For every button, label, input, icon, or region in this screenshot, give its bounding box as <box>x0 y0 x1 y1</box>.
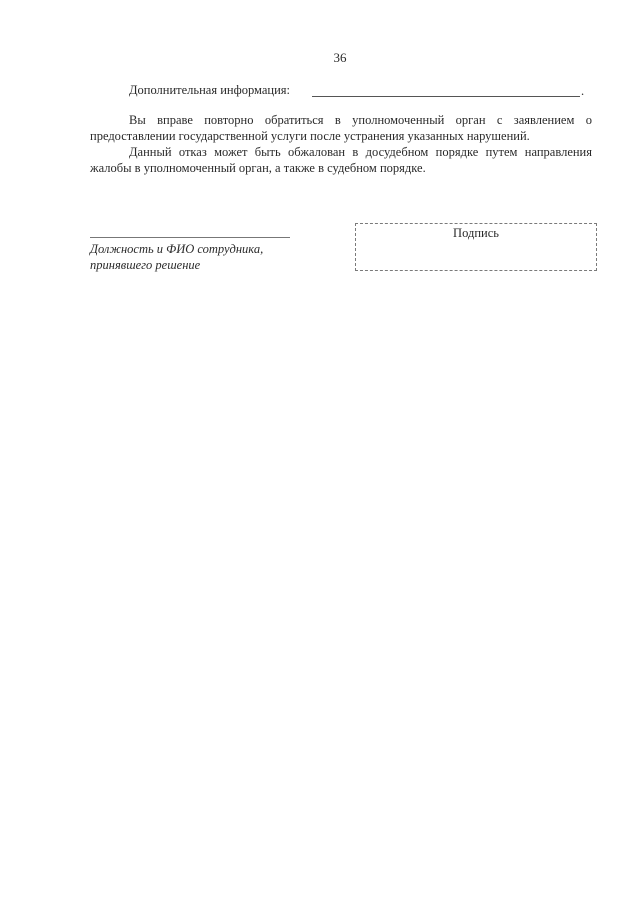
reapply-paragraph: Вы вправе повторно обратиться в уполномоченный орган с заявлением о предоставлении государственной услуги после устранения указанных нарушений. <box>90 113 592 143</box>
additional-info-terminator: . <box>581 84 585 98</box>
signature-box <box>355 223 597 271</box>
official-caption-line-1: Должность и ФИО сотрудника, <box>90 242 264 256</box>
signature-box-label: Подпись <box>453 226 499 240</box>
official-caption-line-2: принявшего решение <box>90 258 201 272</box>
official-position-caption <box>90 241 263 273</box>
additional-info-label: Дополнительная информация: <box>129 83 290 97</box>
official-signature-line <box>90 237 290 238</box>
page-number: 36 <box>333 50 347 65</box>
appeal-paragraph: Данный отказ может быть обжалован в досудебном порядке путем направления жалобы в уполномоченный орган, а также в судебном порядке. <box>90 145 592 175</box>
additional-info-blank-line <box>312 96 580 97</box>
